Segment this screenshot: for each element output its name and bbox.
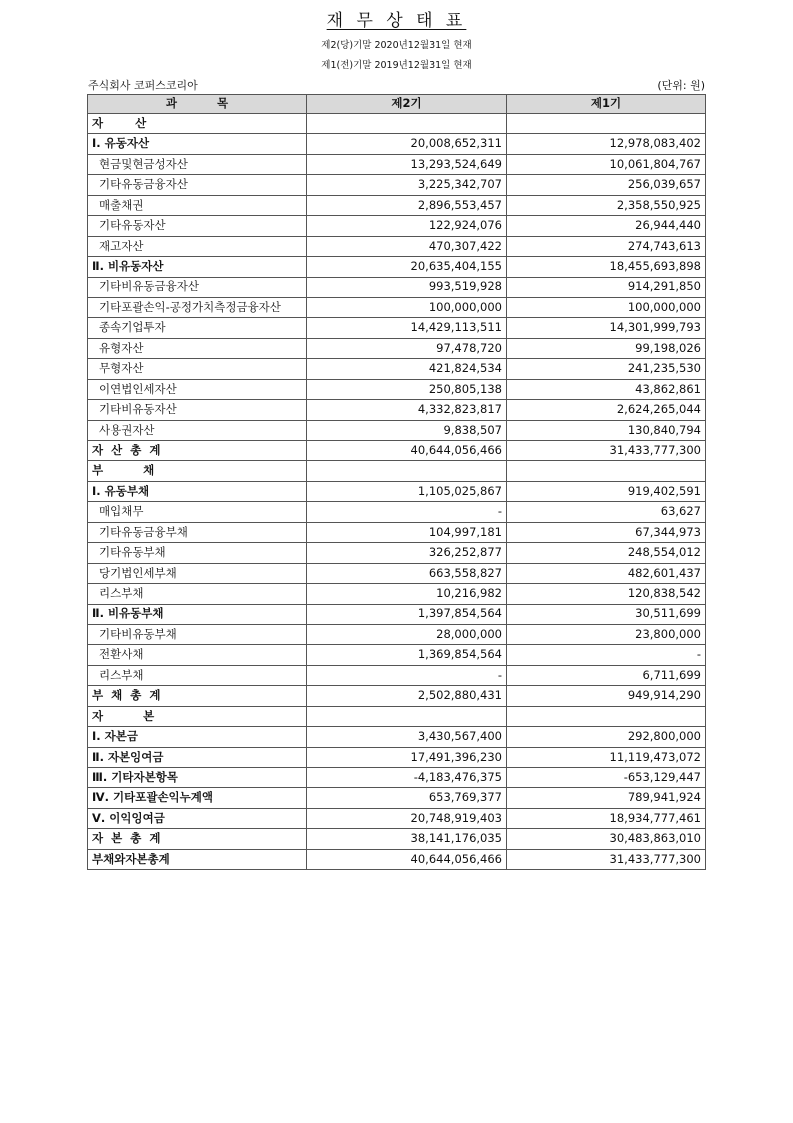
row-value-current: 17,491,396,230 bbox=[307, 747, 507, 767]
row-value-prior: 11,119,473,072 bbox=[507, 747, 706, 767]
row-value-current: 1,369,854,564 bbox=[307, 645, 507, 665]
row-label: 리스부채 bbox=[88, 665, 307, 685]
table-row bbox=[88, 216, 706, 236]
row-value-prior: 63,627 bbox=[507, 502, 706, 522]
row-value-current: - bbox=[307, 665, 507, 685]
table-row bbox=[88, 154, 706, 174]
row-label: Ⅴ. 이익잉여금 bbox=[88, 808, 307, 828]
row-label: 현금및현금성자산 bbox=[88, 154, 307, 174]
row-value-prior: 292,800,000 bbox=[507, 727, 706, 747]
table-row bbox=[88, 849, 706, 869]
table-row bbox=[88, 829, 706, 849]
row-label: Ⅳ. 기타포괄손익누계액 bbox=[88, 788, 307, 808]
row-value-current: 20,635,404,155 bbox=[307, 257, 507, 277]
row-label: 자 산 bbox=[88, 114, 307, 134]
row-value-prior: 26,944,440 bbox=[507, 216, 706, 236]
row-value-prior: 2,358,550,925 bbox=[507, 195, 706, 215]
row-value-current: 14,429,113,511 bbox=[307, 318, 507, 338]
row-value-prior: 949,914,290 bbox=[507, 686, 706, 706]
row-value-current: 3,225,342,707 bbox=[307, 175, 507, 195]
row-label: 기타유동부채 bbox=[88, 543, 307, 563]
row-value-prior: 919,402,591 bbox=[507, 481, 706, 501]
table-row bbox=[88, 645, 706, 665]
row-value-current: 1,397,854,564 bbox=[307, 604, 507, 624]
prior-period: 제1(전)기말 2019년12월31일 현재 bbox=[321, 60, 472, 71]
row-label: 매출채권 bbox=[88, 195, 307, 215]
row-value-prior: 120,838,542 bbox=[507, 584, 706, 604]
row-label: Ⅰ. 자본금 bbox=[88, 727, 307, 747]
row-value-prior: 12,978,083,402 bbox=[507, 134, 706, 154]
row-value-prior: 23,800,000 bbox=[507, 624, 706, 644]
row-value-prior: 31,433,777,300 bbox=[507, 849, 706, 869]
row-value-prior: 30,483,863,010 bbox=[507, 829, 706, 849]
row-label: Ⅰ. 유동자산 bbox=[88, 134, 307, 154]
table-row bbox=[88, 420, 706, 440]
row-value-current: 104,997,181 bbox=[307, 522, 507, 542]
document-title: 재 무 상 태 표 bbox=[326, 11, 467, 31]
row-label: 자 본 bbox=[88, 706, 307, 726]
row-value-prior: 10,061,804,767 bbox=[507, 154, 706, 174]
row-value-prior: 256,039,657 bbox=[507, 175, 706, 195]
row-value-current: 20,008,652,311 bbox=[307, 134, 507, 154]
row-label: 기타비유동금융자산 bbox=[88, 277, 307, 297]
row-label: 유형자산 bbox=[88, 338, 307, 358]
row-value-current: 10,216,982 bbox=[307, 584, 507, 604]
table-row bbox=[88, 257, 706, 277]
row-value-current: 20,748,919,403 bbox=[307, 808, 507, 828]
table-row bbox=[88, 768, 706, 788]
table-row bbox=[88, 441, 706, 461]
row-value-prior: 789,941,924 bbox=[507, 788, 706, 808]
table-body bbox=[88, 114, 706, 870]
table-row bbox=[88, 359, 706, 379]
row-label: 당기법인세부채 bbox=[88, 563, 307, 583]
row-label: Ⅱ. 비유동자산 bbox=[88, 257, 307, 277]
table-row bbox=[88, 297, 706, 317]
table-row bbox=[88, 665, 706, 685]
table-header-row bbox=[88, 95, 706, 114]
row-value-current: 421,824,534 bbox=[307, 359, 507, 379]
table-row bbox=[88, 747, 706, 767]
row-value-current: 122,924,076 bbox=[307, 216, 507, 236]
row-value-prior: 30,511,699 bbox=[507, 604, 706, 624]
row-value-current: 470,307,422 bbox=[307, 236, 507, 256]
row-value-prior: -653,129,447 bbox=[507, 768, 706, 788]
row-label: 매입채무 bbox=[88, 502, 307, 522]
row-value-current: 2,896,553,457 bbox=[307, 195, 507, 215]
balance-sheet-table bbox=[87, 94, 706, 870]
table-row bbox=[88, 584, 706, 604]
row-value-current: 97,478,720 bbox=[307, 338, 507, 358]
table-row bbox=[88, 379, 706, 399]
row-label: 부 채 bbox=[88, 461, 307, 481]
header-account: 과 목 bbox=[88, 95, 307, 114]
row-value-prior: 31,433,777,300 bbox=[507, 441, 706, 461]
row-value-prior bbox=[507, 461, 706, 481]
table-row bbox=[88, 134, 706, 154]
row-value-prior: 248,554,012 bbox=[507, 543, 706, 563]
row-label: 재고자산 bbox=[88, 236, 307, 256]
row-value-prior: 14,301,999,793 bbox=[507, 318, 706, 338]
row-label: 사용권자산 bbox=[88, 420, 307, 440]
table-row bbox=[88, 543, 706, 563]
row-value-prior bbox=[507, 114, 706, 134]
header-current: 제2기 bbox=[307, 95, 507, 114]
table-row bbox=[88, 604, 706, 624]
row-value-prior: 914,291,850 bbox=[507, 277, 706, 297]
row-label: Ⅱ. 자본잉여금 bbox=[88, 747, 307, 767]
row-value-current: - bbox=[307, 502, 507, 522]
row-value-current: 13,293,524,649 bbox=[307, 154, 507, 174]
row-label: 부채와자본총계 bbox=[88, 849, 307, 869]
table-row bbox=[88, 318, 706, 338]
row-value-prior: 130,840,794 bbox=[507, 420, 706, 440]
row-value-current: -4,183,476,375 bbox=[307, 768, 507, 788]
row-value-current: 1,105,025,867 bbox=[307, 481, 507, 501]
row-value-current: 40,644,056,466 bbox=[307, 441, 507, 461]
row-value-prior: 482,601,437 bbox=[507, 563, 706, 583]
table-row bbox=[88, 808, 706, 828]
row-value-current: 663,558,827 bbox=[307, 563, 507, 583]
row-value-current: 993,519,928 bbox=[307, 277, 507, 297]
row-value-current: 100,000,000 bbox=[307, 297, 507, 317]
table-row bbox=[88, 522, 706, 542]
row-label: 종속기업투자 bbox=[88, 318, 307, 338]
row-value-current: 28,000,000 bbox=[307, 624, 507, 644]
table-row bbox=[88, 338, 706, 358]
row-label: 기타포괄손익-공정가치측정금융자산 bbox=[88, 297, 307, 317]
row-value-current: 4,332,823,817 bbox=[307, 400, 507, 420]
row-value-current: 653,769,377 bbox=[307, 788, 507, 808]
row-label: 기타유동금융자산 bbox=[88, 175, 307, 195]
row-value-current: 326,252,877 bbox=[307, 543, 507, 563]
table-row bbox=[88, 624, 706, 644]
table-row bbox=[88, 502, 706, 522]
row-value-current: 3,430,567,400 bbox=[307, 727, 507, 747]
row-value-prior: 274,743,613 bbox=[507, 236, 706, 256]
row-value-current bbox=[307, 706, 507, 726]
row-label: 기타유동자산 bbox=[88, 216, 307, 236]
row-label: 부 채 총 계 bbox=[88, 686, 307, 706]
row-value-current: 2,502,880,431 bbox=[307, 686, 507, 706]
row-label: 기타유동금융부채 bbox=[88, 522, 307, 542]
table-row bbox=[88, 400, 706, 420]
row-value-current: 38,141,176,035 bbox=[307, 829, 507, 849]
row-value-prior: 100,000,000 bbox=[507, 297, 706, 317]
row-label: 무형자산 bbox=[88, 359, 307, 379]
table-row bbox=[88, 727, 706, 747]
row-value-prior: 18,934,777,461 bbox=[507, 808, 706, 828]
row-value-prior: - bbox=[507, 645, 706, 665]
table-row bbox=[88, 195, 706, 215]
table-row bbox=[88, 114, 706, 134]
row-value-prior: 18,455,693,898 bbox=[507, 257, 706, 277]
row-label: Ⅲ. 기타자본항목 bbox=[88, 768, 307, 788]
unit-label: (단위: 원) bbox=[657, 79, 705, 92]
row-value-prior: 67,344,973 bbox=[507, 522, 706, 542]
row-label: 이연법인세자산 bbox=[88, 379, 307, 399]
table-row bbox=[88, 563, 706, 583]
row-value-prior: 241,235,530 bbox=[507, 359, 706, 379]
row-label: Ⅱ. 비유동부채 bbox=[88, 604, 307, 624]
row-value-current: 250,805,138 bbox=[307, 379, 507, 399]
table-row bbox=[88, 236, 706, 256]
row-value-current bbox=[307, 114, 507, 134]
table-row bbox=[88, 175, 706, 195]
row-label: 자 본 총 계 bbox=[88, 829, 307, 849]
row-label: 전환사채 bbox=[88, 645, 307, 665]
table-row bbox=[88, 706, 706, 726]
row-value-prior: 99,198,026 bbox=[507, 338, 706, 358]
table-row bbox=[88, 461, 706, 481]
row-value-prior bbox=[507, 706, 706, 726]
table-row bbox=[88, 481, 706, 501]
row-value-prior: 6,711,699 bbox=[507, 665, 706, 685]
row-value-current bbox=[307, 461, 507, 481]
row-label: 리스부채 bbox=[88, 584, 307, 604]
row-label: 기타비유동부채 bbox=[88, 624, 307, 644]
company-name: 주식회사 코퍼스코리아 bbox=[88, 79, 198, 92]
row-value-prior: 2,624,265,044 bbox=[507, 400, 706, 420]
row-label: Ⅰ. 유동부채 bbox=[88, 481, 307, 501]
table-row bbox=[88, 277, 706, 297]
table-row bbox=[88, 788, 706, 808]
row-value-current: 9,838,507 bbox=[307, 420, 507, 440]
row-label: 기타비유동자산 bbox=[88, 400, 307, 420]
row-label: 자 산 총 계 bbox=[88, 441, 307, 461]
current-period: 제2(당)기말 2020년12월31일 현재 bbox=[321, 40, 472, 51]
row-value-prior: 43,862,861 bbox=[507, 379, 706, 399]
table-row bbox=[88, 686, 706, 706]
row-value-current: 40,644,056,466 bbox=[307, 849, 507, 869]
header-prior: 제1기 bbox=[507, 95, 706, 114]
